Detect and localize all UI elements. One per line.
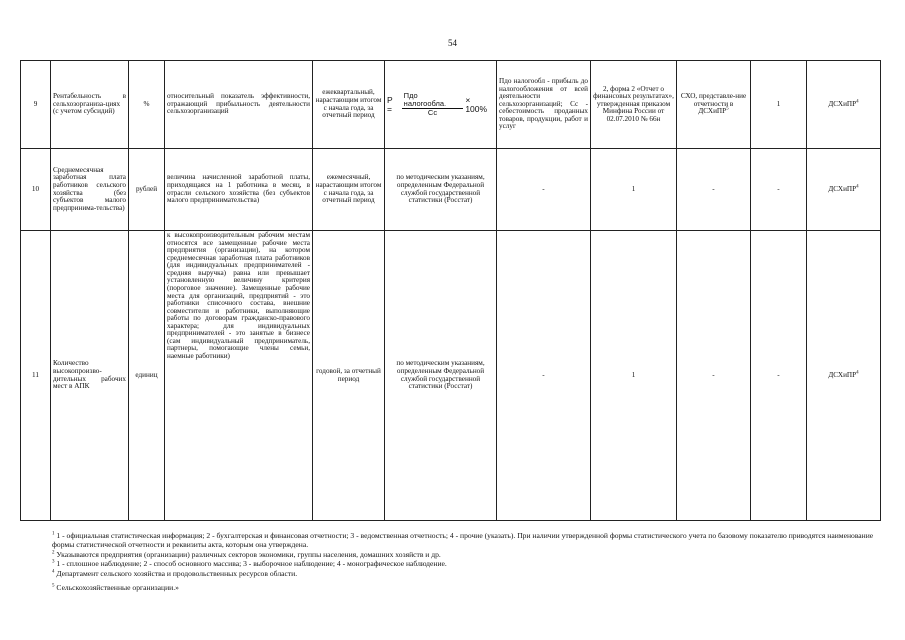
footnote-ref: 4 <box>856 370 859 376</box>
footnote-ref: 4 <box>856 184 859 190</box>
footnote-mark: 2 <box>52 550 55 556</box>
unit-cell: единиц <box>129 231 165 521</box>
footnote-5 <box>52 583 887 592</box>
coverage-cell: - <box>677 231 751 521</box>
footnote-ref: 5 <box>726 106 729 112</box>
footnote-text: Департамент сельского хозяйства и продовольственных ресурсов области. <box>56 568 298 578</box>
unit-cell: рублей <box>129 149 165 231</box>
definition-cell: к высокопроизводительным рабочим местам относятся все замещенные рабочие места предприятия (организации), на котором среднемесячная заработная плата работников (для индивидуальных предпринимателей - средняя выручка) равна или превышает установленную величину критерия (пороговое значение). Замещенные рабочие места для организаций, предприятий - это работники списочного состава, внешние совместители и работники, выполняющие работы по договорам гражданско-правового характера; для индивидуальных предпринимателей - это занятые в бизнесе (сам индивидуальный предприниматель, партнеры, помогающие члены семьи, наемные работники) <box>165 231 313 521</box>
variables-cell: - <box>497 149 591 231</box>
formula-cell <box>385 61 497 149</box>
variables-cell: - <box>497 231 591 521</box>
source-cell: 1 <box>591 231 677 521</box>
row-number: 9 <box>21 61 51 149</box>
responsible-text: ДСХиПР <box>828 370 857 379</box>
footnotes <box>52 531 887 593</box>
responsible-text: ДСХиПР <box>828 184 857 193</box>
coverage-text: СХО, представле-ние отчетности в ДСХиПР <box>680 92 747 116</box>
profitability-formula <box>387 92 494 117</box>
responsible-cell <box>807 149 881 231</box>
table-row <box>21 149 881 231</box>
footnote-ref: 4 <box>856 99 859 105</box>
footnote-mark: 4 <box>52 569 55 575</box>
variables-cell: Пдо налогообл - прибыль до налогообложения от всей деятельности сельхозорганизаций; Сс - себестоимость проданных товаров, продукции, работ и услуг <box>497 61 591 149</box>
indicator-name: Количество высокопроизво-дительных рабочих мест в АПК <box>51 231 129 521</box>
responsible-cell <box>807 61 881 149</box>
footnote-text: 1 - официальная статистическая информация; 2 - бухгалтерская и финансовая отчетности; 3 - ведомственная отчетность; 4 - прочие (указать). При наличии утвержденной формы статистического учета по базовому показателю приводятся наименование формы статистической отчетности и реквизиты акта, которым она утверждена. <box>52 531 874 550</box>
period-cell: годовой, за отчетный период <box>313 231 385 521</box>
formula-rhs: × 100% <box>465 94 488 114</box>
footnote-1 <box>52 531 887 550</box>
footnote-2 <box>52 550 887 559</box>
formula-cell: по методическим указаниям, определенным Федеральной службой государственной статистики (Росстат) <box>385 231 497 521</box>
formula-lhs: P = <box>387 94 393 114</box>
period-cell: ежемесячный, нарастающим итогом с начала года, за отчетный период <box>313 149 385 231</box>
footnote-text: Указываются предприятия (организации) различных секторов экономики, группы населения, домашних хозяйств и др. <box>56 549 441 559</box>
method-cell: 1 <box>751 61 807 149</box>
formula-denominator: Сс <box>427 107 438 117</box>
footnote-text: Сельскохозяйственные организации.» <box>56 583 179 593</box>
formula-fraction <box>402 92 464 117</box>
footnote-text: 1 - сплошное наблюдение; 2 - способ основного массива; 3 - выборочное наблюдение; 4 - монографическое наблюдение. <box>56 559 447 569</box>
indicator-name: Рентабельность в сельхозорганиза-циях (с учетом субсидий) <box>51 61 129 149</box>
source-cell: 1 <box>591 149 677 231</box>
indicator-name: Среднемесячная заработная плата работников сельского хозяйства (без субъектов малого предпринима-тельства) <box>51 149 129 231</box>
definition-cell: относительный показатель эффективности, отражающий прибыльность деятельности сельхозорганизаций <box>165 61 313 149</box>
table-row <box>21 231 881 521</box>
indicators-table <box>20 60 881 521</box>
footnote-3 <box>52 559 887 568</box>
row-number: 11 <box>21 231 51 521</box>
responsible-cell <box>807 231 881 521</box>
page-number: 54 <box>448 38 457 48</box>
method-cell: - <box>751 231 807 521</box>
period-cell: ежеквартальный, нарастающим итогом с начала года, за отчетный период <box>313 61 385 149</box>
formula-cell: по методическим указаниям, определенным Федеральной службой государственной статистики (Росстат) <box>385 149 497 231</box>
table-row <box>21 61 881 149</box>
method-cell: - <box>751 149 807 231</box>
footnote-mark: 5 <box>52 583 55 589</box>
source-cell: 2, форма 2 «Отчет о финансовых результатах», утвержденная приказом Минфина России от 02.07.2010 № 66н <box>591 61 677 149</box>
footnote-4 <box>52 569 887 578</box>
formula-numerator: Пдо налогообла. <box>402 92 464 109</box>
coverage-cell <box>677 61 751 149</box>
coverage-cell: - <box>677 149 751 231</box>
footnote-mark: 1 <box>52 531 55 537</box>
definition-cell: величина начисленной заработной платы, приходящаяся на 1 работника в месяц, в отрасли сельского хозяйства (без субъектов малого предпринимательства) <box>165 149 313 231</box>
footnote-mark: 3 <box>52 559 55 565</box>
responsible-text: ДСХиПР <box>828 99 857 108</box>
row-number: 10 <box>21 149 51 231</box>
unit-cell: % <box>129 61 165 149</box>
